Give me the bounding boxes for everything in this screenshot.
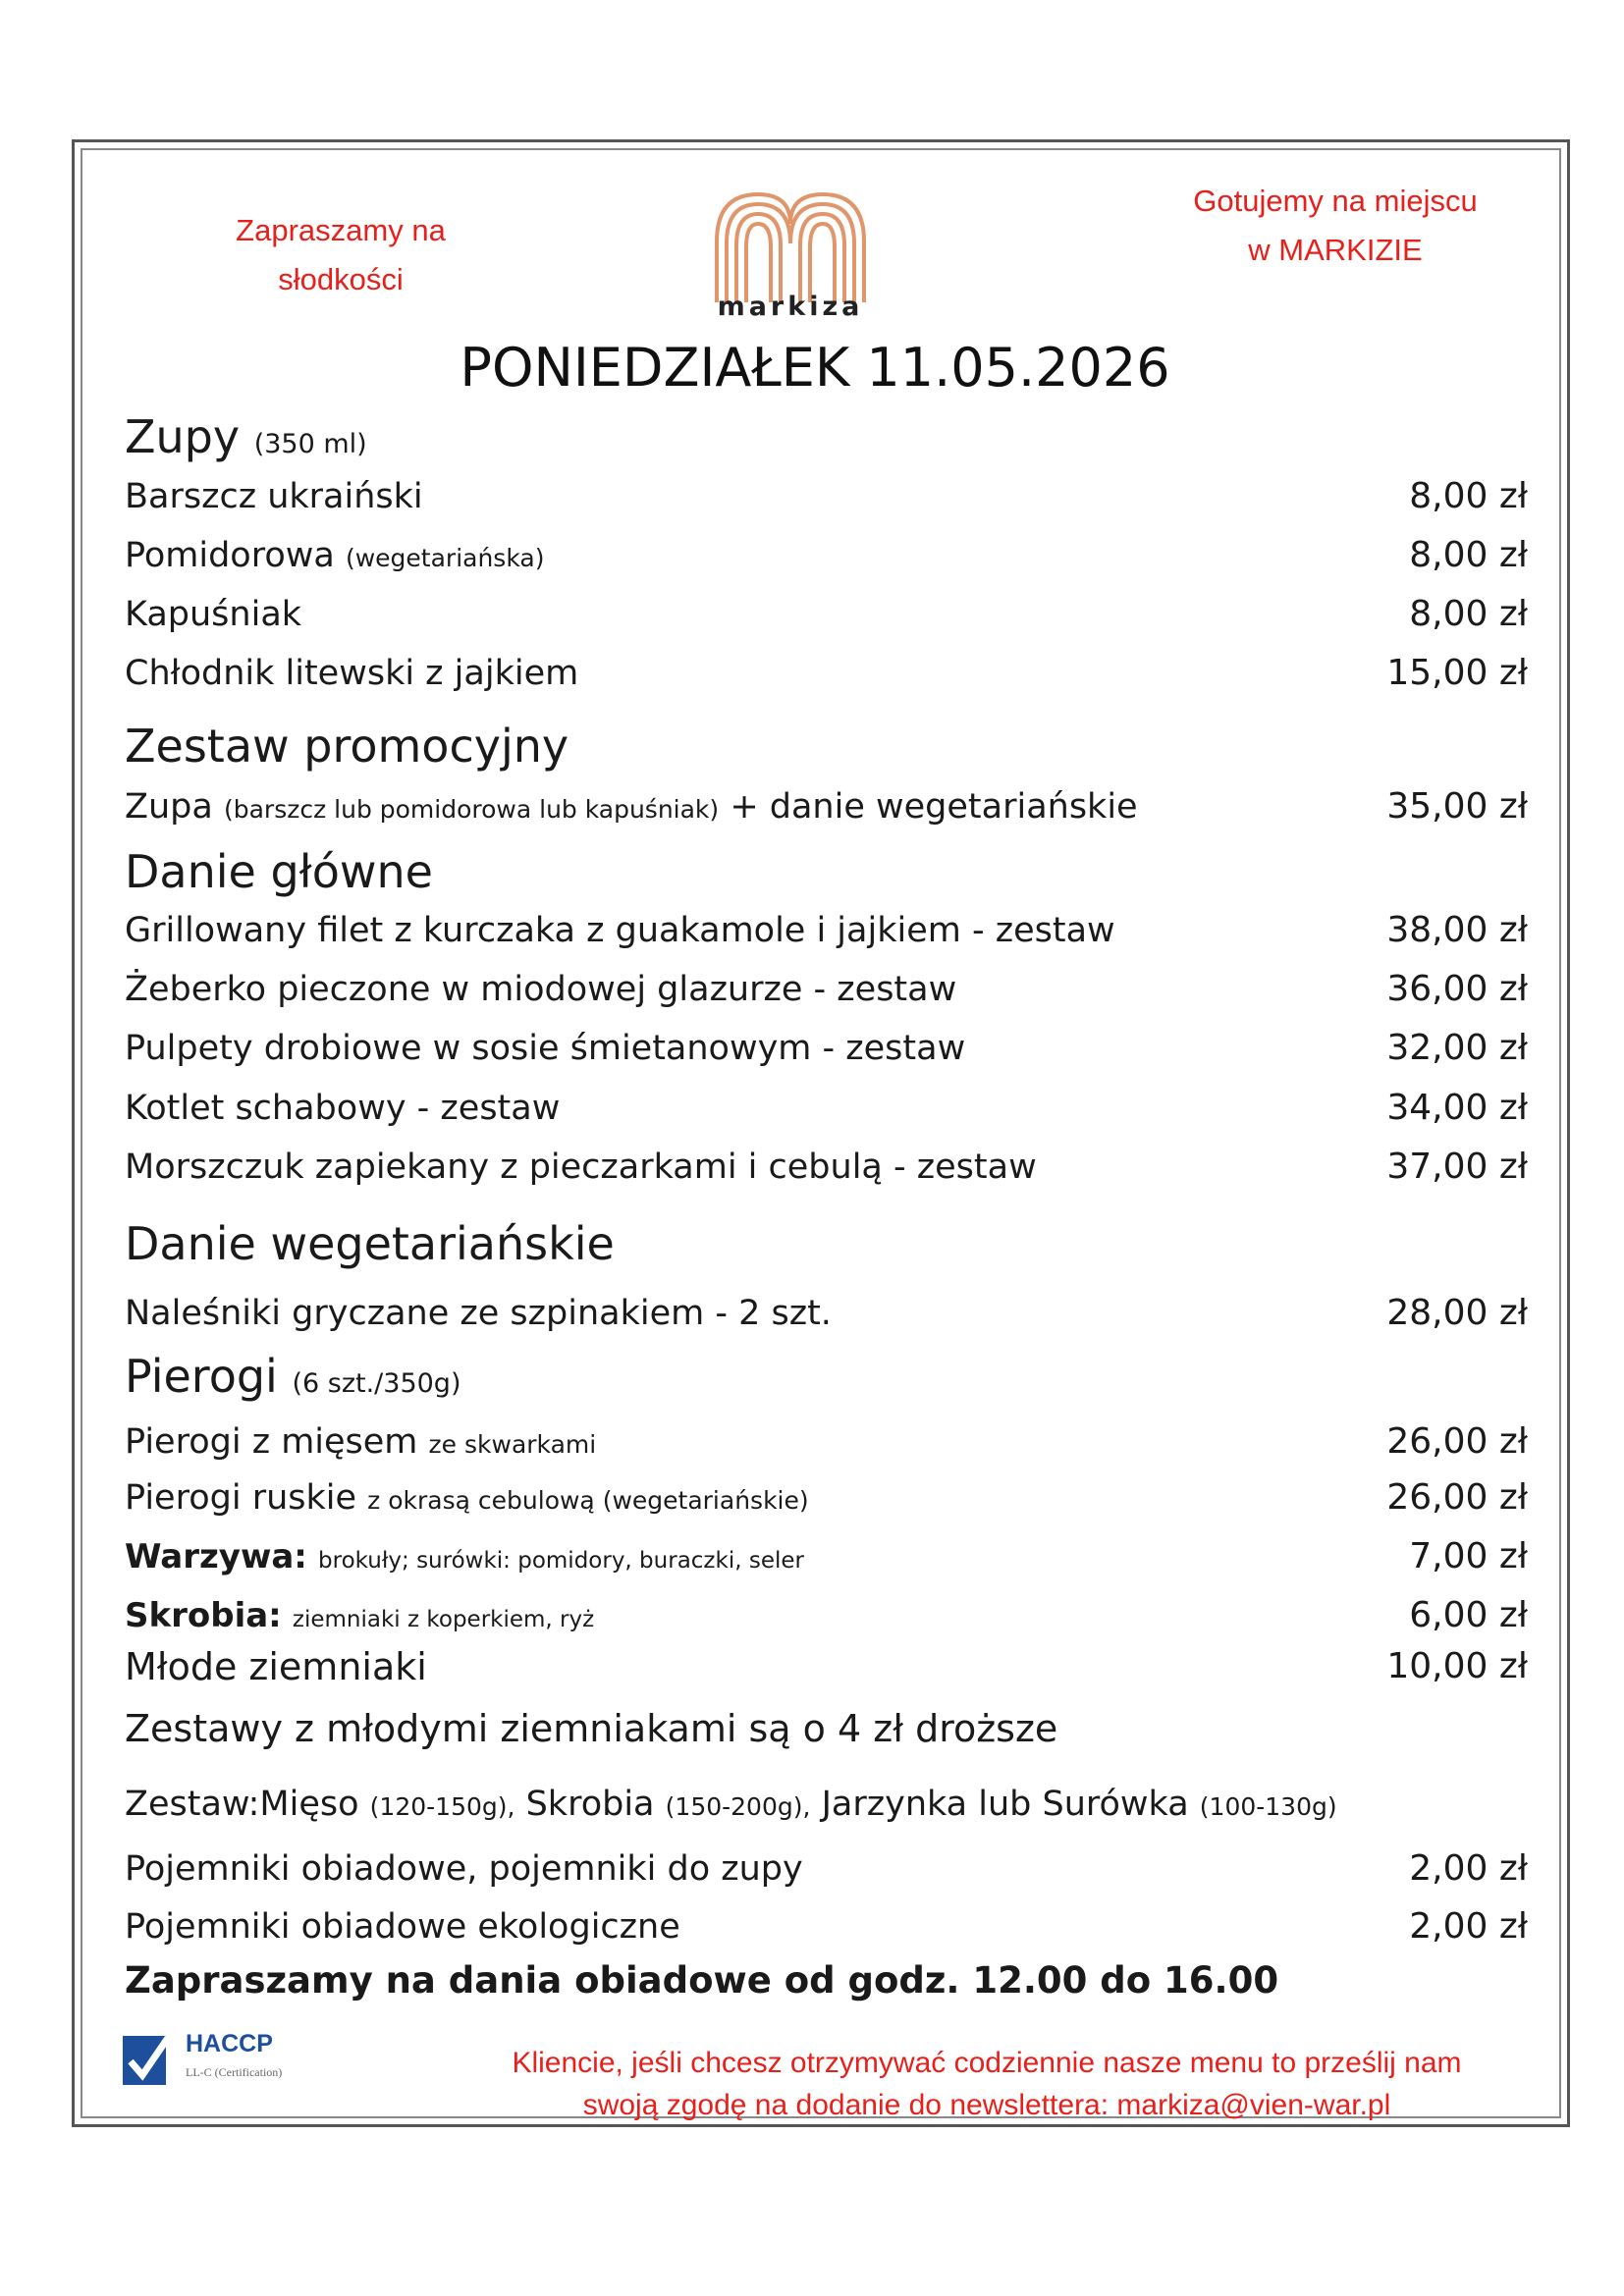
section-danie-glowne: Danie główne bbox=[125, 845, 433, 898]
item-name: Kapuśniak bbox=[125, 595, 302, 634]
item-price: 37,00 zł bbox=[1386, 1147, 1528, 1187]
item-name: Pojemniki obiadowe, pojemniki do zupy bbox=[125, 1849, 803, 1889]
menu-item bbox=[125, 1288, 1528, 1339]
item-price: 35,00 zł bbox=[1386, 786, 1528, 827]
newsletter-note: Kliencie, jeśli chcesz otrzymywać codziennie nasze menu to prześlij nam swoją zgodę na dodanie do newslettera: markiza@vien-war.pl bbox=[512, 2047, 1462, 2121]
logo-wordmark: markiza bbox=[717, 292, 864, 322]
menu-item bbox=[125, 905, 1528, 956]
item-name: Morszczuk zapiekany z pieczarkami i cebulą - zestaw bbox=[125, 1148, 1037, 1187]
menu-item bbox=[125, 1023, 1528, 1074]
item-name: Barszcz ukraiński bbox=[125, 477, 423, 516]
menu-item bbox=[125, 1843, 1528, 1895]
young-potatoes-note: Zestawy z młodymi ziemniakami są o 4 zł droższe bbox=[125, 1707, 1058, 1750]
menu-item bbox=[125, 1901, 1528, 1952]
item-price: 28,00 zł bbox=[1386, 1293, 1528, 1333]
page-title: PONIEDZIAŁEK 11.05.2026 bbox=[460, 337, 1170, 399]
menu-item-warzywa bbox=[125, 1531, 1528, 1582]
item-name: Zupa (barszcz lub pomidorowa lub kapuśniak) + danie wegetariańskie bbox=[125, 787, 1138, 827]
item-price: 7,00 zł bbox=[1409, 1536, 1528, 1576]
item-name: Pierogi ruskie z okrasą cebulową (wegetariańskie) bbox=[125, 1478, 809, 1518]
lunch-hours: Zapraszamy na dania obiadowe od godz. 12.00 do 16.00 bbox=[125, 1959, 1279, 2002]
menu-item bbox=[125, 530, 1528, 581]
item-price: 32,00 zł bbox=[1386, 1028, 1528, 1068]
item-name: Chłodnik litewski z jajkiem bbox=[125, 654, 579, 693]
cooking-onsite-note: Gotujemy na miejscu w MARKIZIE bbox=[1193, 184, 1478, 267]
section-danie-wegetarianskie: Danie wegetariańskie bbox=[125, 1217, 615, 1270]
haccp-badge: HACCP LL-C (Certification) bbox=[121, 2030, 337, 2091]
item-price: 36,00 zł bbox=[1386, 969, 1528, 1009]
menu-item bbox=[125, 1472, 1528, 1523]
item-price: 26,00 zł bbox=[1386, 1421, 1528, 1462]
item-price: 10,00 zł bbox=[1386, 1646, 1528, 1686]
item-name: Młode ziemniaki bbox=[125, 1645, 427, 1688]
menu-item-skrobia bbox=[125, 1590, 1528, 1641]
menu-item bbox=[125, 648, 1528, 699]
haccp-check-icon bbox=[121, 2032, 172, 2089]
item-price: 6,00 zł bbox=[1409, 1595, 1528, 1635]
sweets-invite: Zapraszamy na słodkości bbox=[236, 213, 446, 296]
item-price: 34,00 zł bbox=[1386, 1088, 1528, 1128]
item-name: Naleśniki gryczane ze szpinakiem - 2 szt. bbox=[125, 1294, 832, 1333]
item-name: Warzywa: brokuły; surówki: pomidory, buraczki, seler bbox=[125, 1537, 804, 1576]
section-zupy: Zupy (350 ml) bbox=[125, 410, 367, 463]
menu-item bbox=[125, 1416, 1528, 1468]
item-price: 2,00 zł bbox=[1409, 1848, 1528, 1889]
item-price: 8,00 zł bbox=[1409, 476, 1528, 516]
menu-item bbox=[125, 471, 1528, 522]
item-price: 8,00 zł bbox=[1409, 594, 1528, 634]
item-name: Pierogi z mięsem ze skwarkami bbox=[125, 1422, 597, 1462]
menu-item bbox=[125, 964, 1528, 1015]
menu-item bbox=[125, 1142, 1528, 1193]
item-price: 38,00 zł bbox=[1386, 910, 1528, 950]
menu-item bbox=[125, 781, 1528, 832]
set-composition-note: Zestaw:Mięso (120-150g), Skrobia (150-200g), Jarzynka lub Surówka (100-130g) bbox=[125, 1785, 1337, 1824]
item-price: 15,00 zł bbox=[1386, 653, 1528, 693]
item-name: Grillowany filet z kurczaka z guakamole i jajkiem - zestaw bbox=[125, 911, 1115, 950]
menu-item-mlode-ziemniaki bbox=[125, 1641, 1528, 1692]
menu-item bbox=[125, 589, 1528, 640]
item-price: 8,00 zł bbox=[1409, 535, 1528, 575]
item-name: Pulpety drobiowe w sosie śmietanowym - zestaw bbox=[125, 1029, 966, 1068]
item-name: Pojemniki obiadowe ekologiczne bbox=[125, 1907, 680, 1947]
item-name: Pomidorowa (wegetariańska) bbox=[125, 536, 545, 575]
item-name: Kotlet schabowy - zestaw bbox=[125, 1089, 561, 1128]
item-name: Żeberko pieczone w miodowej glazurze - zestaw bbox=[125, 970, 957, 1009]
item-price: 2,00 zł bbox=[1409, 1906, 1528, 1947]
section-zestaw-promocyjny: Zestaw promocyjny bbox=[125, 720, 569, 773]
menu-item bbox=[125, 1083, 1528, 1134]
section-pierogi: Pierogi (6 szt./350g) bbox=[125, 1350, 461, 1403]
item-price: 26,00 zł bbox=[1386, 1477, 1528, 1518]
item-name: Skrobia: ziemniaki z koperkiem, ryż bbox=[125, 1596, 595, 1635]
